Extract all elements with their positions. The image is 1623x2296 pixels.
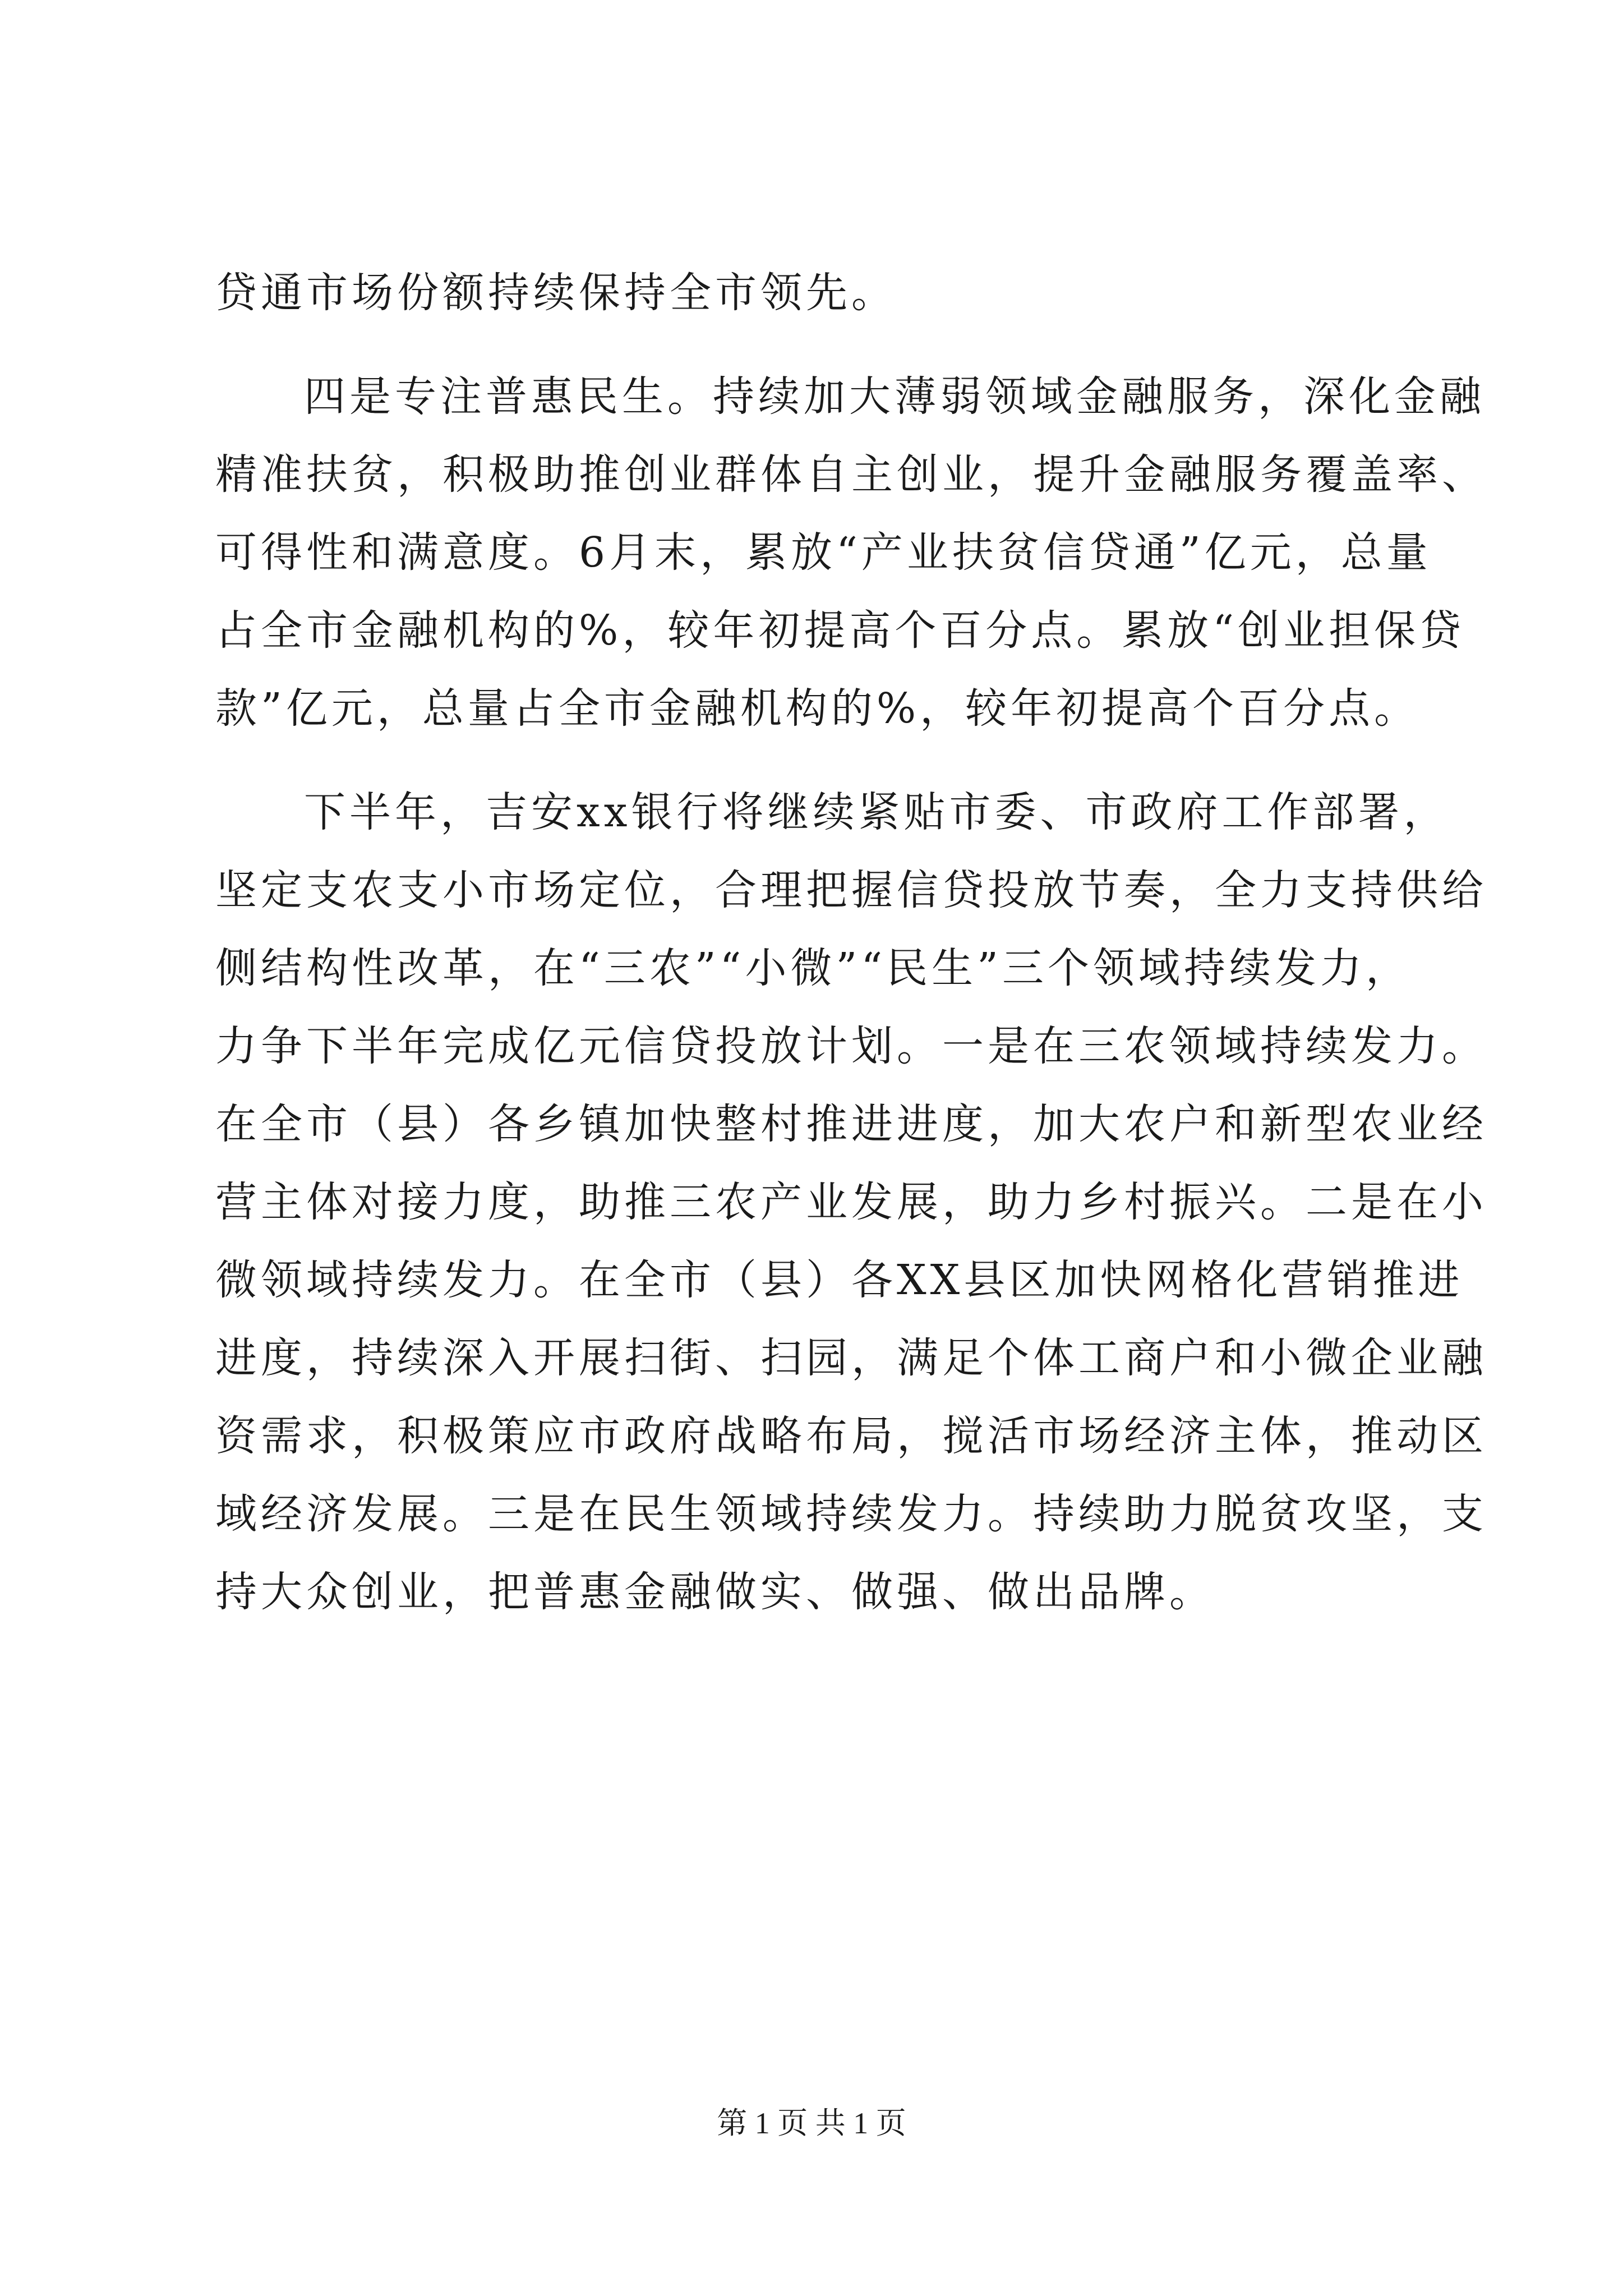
paragraph-line: 侧结构性改革，在“三农”“小微”“民生”三个领域持续发力， [215,944,1411,992]
paragraph-line: 可得性和满意度。6月末，累放“产业扶贫信贷通”亿元，总量 [215,528,1432,577]
paragraph-line: 微领域持续发力。在全市（县）各XX县区加快网格化营销推进 [215,1256,1464,1304]
paragraph-line: 资需求，积极策应市政府战略布局，搅活市场经济主体，推动区 [215,1412,1487,1460]
paragraph-line: 下半年，吉安xx银行将继续紧贴市委、市政府工作部署， [304,788,1449,836]
paragraph-line: 持大众创业，把普惠金融做实、做强、做出品牌。 [215,1568,1215,1616]
paragraph-line: 在全市（县）各乡镇加快整村推进进度，加大农户和新型农业经 [215,1100,1487,1148]
paragraph-line: 进度，持续深入开展扫街、扫园，满足个体工商户和小微企业融 [215,1334,1487,1382]
paragraph-line: 力争下半年完成亿元信贷投放计划。一是在三农领域持续发力。 [215,1022,1487,1070]
paragraph-line: 四是专注普惠民生。持续加大薄弱领域金融服务，深化金融 [304,372,1485,421]
page-number-footer: 第 1 页 共 1 页 [717,2106,906,2140]
paragraph-line: 精准扶贫，积极助推创业群体自主创业，提升金融服务覆盖率、 [215,450,1487,499]
paragraph-line: 营主体对接力度，助推三农产业发展，助力乡村振兴。二是在小 [215,1178,1487,1226]
paragraph-line: 占全市金融机构的%，较年初提高个百分点。累放“创业担保贷 [215,606,1465,655]
paragraph-line: 域经济发展。三是在民生领域持续发力。持续助力脱贫攻坚，支 [215,1490,1487,1538]
paragraph-line: 款”亿元，总量占全市金融机构的%，较年初提高个百分点。 [215,684,1420,733]
paragraph-line: 贷通市场份额持续保持全市领先。 [215,269,897,317]
paragraph-line: 坚定支农支小市场定位，合理把握信贷投放节奏，全力支持供给 [215,866,1487,914]
